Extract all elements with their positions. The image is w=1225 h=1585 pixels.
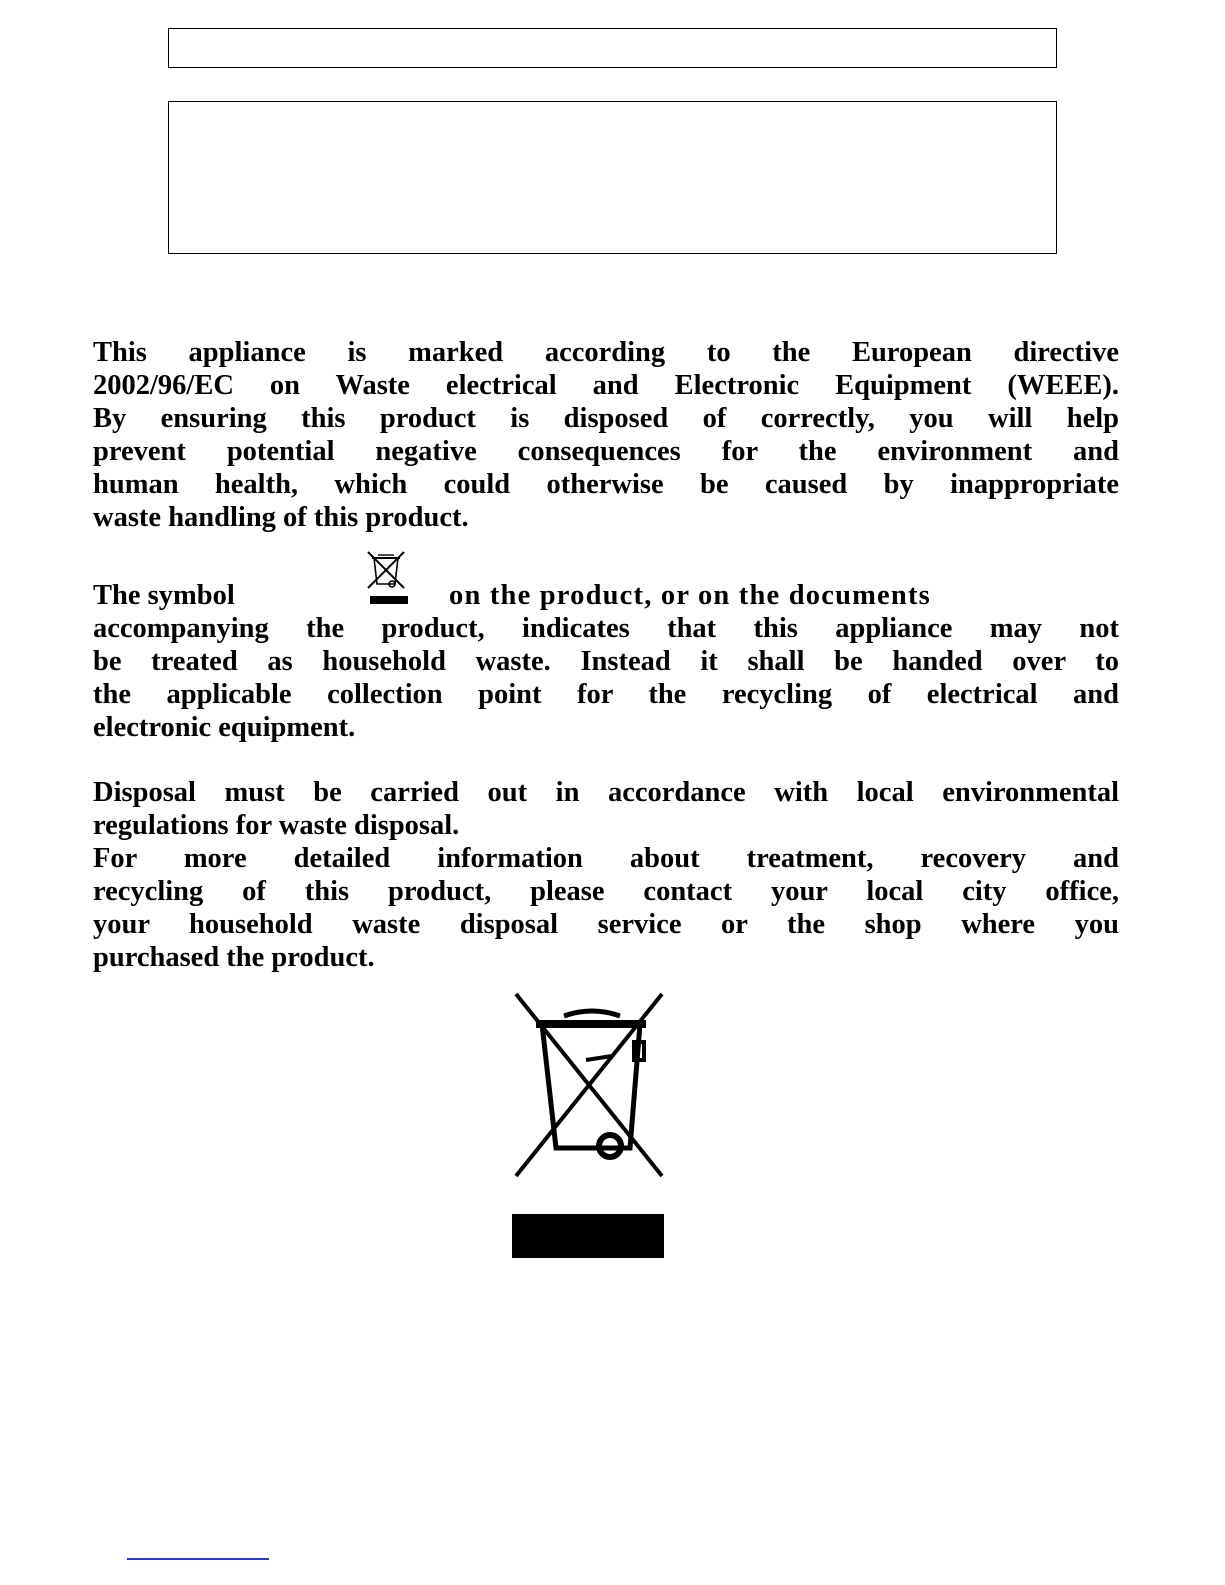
text-line: purchased the product. [93, 942, 375, 973]
text-line: waste handling of this product. [93, 502, 469, 533]
symbol-paragraph [93, 579, 1119, 744]
text-line: the applicable collection point for the recycling of electrical and [93, 679, 1119, 710]
text-line: recycling of this product, please contact your local city office, [93, 876, 1119, 907]
crossed-out-wheelie-bin-icon [512, 988, 672, 1266]
text-line: electronic equipment. [93, 712, 356, 743]
text-line: regulations for waste disposal. [93, 810, 460, 841]
weee-paragraph [93, 336, 1119, 534]
symbol-lead-text: The symbol [93, 580, 235, 611]
text-line [93, 579, 1119, 612]
text-line: For more detailed information about treatment, recovery and [93, 843, 1119, 874]
info-box [168, 101, 1057, 254]
disposal-paragraph [93, 776, 1119, 974]
text-line: be treated as household waste. Instead it shall be handed over to [93, 646, 1119, 677]
header-box [168, 28, 1057, 68]
text-line: By ensuring this product is disposed of correctly, you will help [93, 403, 1119, 434]
text-line: 2002/96/EC on Waste electrical and Electronic Equipment (WEEE). [93, 370, 1119, 401]
text-line: accompanying the product, indicates that this appliance may not [93, 613, 1119, 644]
text-line: This appliance is marked according to the European directive [93, 337, 1119, 368]
symbol-trail-text: on the product, or on the documents [449, 580, 931, 611]
footer-link-underline[interactable] [127, 1558, 269, 1560]
text-line: human health, which could otherwise be caused by inappropriate [93, 469, 1119, 500]
text-line: your household waste disposal service or the shop where you [93, 909, 1119, 940]
text-line: prevent potential negative consequences for the environment and [93, 436, 1119, 467]
text-line: Disposal must be carried out in accordance with local environmental [93, 777, 1119, 808]
